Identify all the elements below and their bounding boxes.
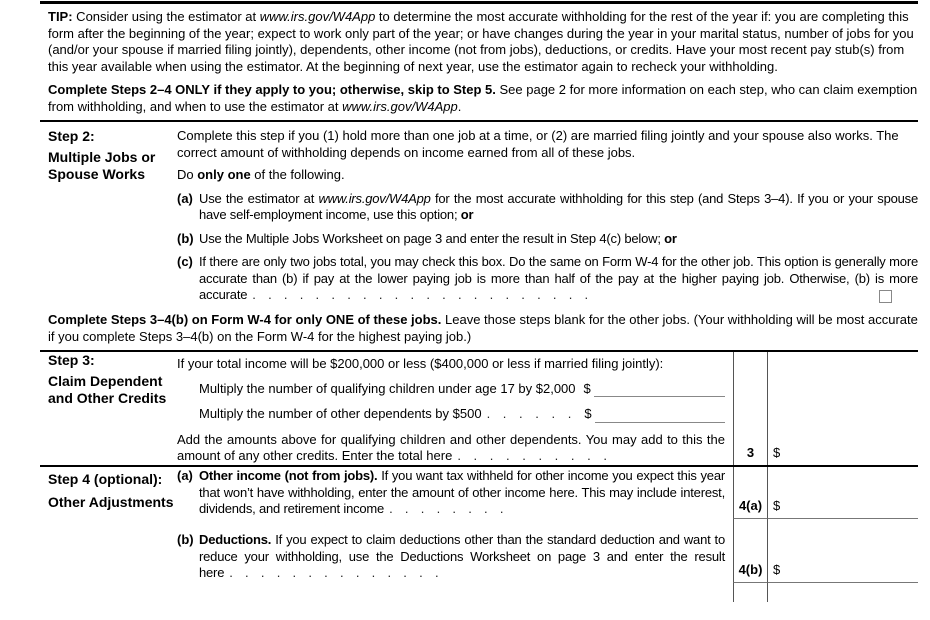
row-4a-amount-cell[interactable] (767, 467, 918, 519)
qualifying-children-line (177, 381, 725, 398)
step4-row (40, 467, 918, 602)
step2-label (40, 128, 177, 306)
step4-title: Step 4 (optional): (48, 471, 163, 487)
table-column-filler (733, 583, 767, 602)
item-c-text: If there are only two jobs total, you may check this box. Do the same on Form W-4 for the other job. This option is generally more accurate than (b) if pay at the lower paying job is more than half of the pay at the higher paying job. Otherwise, (b) is more accurate . . . . . . . . . . . . . . . . . . . . . . (199, 254, 918, 302)
step3-row (40, 352, 918, 467)
item-4b-text: Deductions. If you expect to claim deductions other than the standard deduction and want to reduce your withholding, use the Deductions Worksheet on page 3 and enter the result here . . . . . . . . . . . . . . (199, 532, 725, 580)
item-4b-marker: (b) (177, 532, 194, 547)
qualifying-children-text: Multiply the number of qualifying children under age 17 by $2,000 (199, 380, 576, 396)
row-4a-number: 4(a) (733, 467, 767, 519)
table-column-filler (767, 583, 918, 602)
step3-name: Claim Dependent and Other Credits (48, 373, 167, 406)
steps-3-4-table (40, 350, 918, 602)
step2-intro: Complete this step if you (1) hold more than one job at a time, or (2) are married filing jointly and your spouse also works. The correct amount of withholding depends on income earned from all of these jobs. (177, 128, 899, 160)
steps-2-4-instruction: Complete Steps 2–4 ONLY if they apply to you; otherwise, skip to Step 5. See page 2 for more information on each step, who can claim exemption from withholding, and when to use the estimator at www.irs.gov/W4App. (48, 82, 918, 114)
dollar-sign: $ (773, 561, 781, 577)
step4-label (40, 467, 177, 602)
step4a-body (177, 467, 733, 519)
step2-do-only: Do only one of the following. (177, 167, 345, 182)
step2-item-c (177, 254, 918, 304)
step2-name: Multiple Jobs or Spouse Works (48, 149, 156, 182)
dot-leader: . . . . . . . . . . . . . . (229, 565, 439, 580)
other-dependents-amount-field[interactable] (595, 409, 725, 423)
steps-3-4b-instruction: Complete Steps 3–4(b) on Form W-4 for only ONE of these jobs. Leave those steps blank for the other jobs. (Your withholding will be most accurate if you complete Steps 3–4(b) on the Form W-4 for the highest paying job.) (48, 312, 918, 344)
dollar-sign: $ (584, 406, 592, 421)
dollar-sign: $ (773, 497, 781, 513)
step3-label (40, 352, 177, 465)
step4-name: Other Adjustments (48, 494, 174, 510)
row-4b-number: 4(b) (733, 519, 767, 583)
step3-title: Step 3: (48, 352, 95, 368)
step4b-body (177, 519, 733, 583)
item-b-marker: (b) (177, 230, 194, 246)
step2-section (40, 122, 918, 306)
two-jobs-checkbox[interactable] (879, 290, 892, 303)
dollar-sign: $ (773, 444, 781, 460)
step3-line-number: 3 (733, 352, 767, 465)
dot-leader: . . . . . . . . . . . . . . . . . . . . . . (252, 287, 588, 302)
tip-paragraph: TIP: Consider using the estimator at www.irs.gov/W4App to determine the most accurate withholding for the rest of the year if: you are completing this form after the beginning of the year; expect to work only part of the year; or have changes during the year in your marital status, number of jobs for you (and/or your spouse if married filing jointly), dependents, other income (not from jobs), deductions, or credits. Have your most recent pay stub(s) from this year available when using the estimator. At the beginning of next year, use the estimator again to recheck your withholding. (48, 9, 914, 74)
step2-item-a (177, 191, 918, 224)
other-dependents-line (177, 406, 725, 423)
qualifying-children-amount-field[interactable] (594, 383, 725, 397)
step2-title: Step 2: (48, 128, 95, 144)
step4-item-a (177, 468, 725, 518)
item-4a-text: Other income (not from jobs). If you want tax withheld for other income you expect this year that won’t have withholding, enter the amount of other income here. This may include interest, dividends, and retirement income . . . . . . . . (199, 468, 725, 516)
dot-leader: . . . . . . . . (389, 501, 504, 516)
top-rule (40, 1, 918, 4)
dot-leader: . . . . . . . . . . (457, 448, 607, 463)
dollar-sign: $ (583, 380, 591, 396)
step3-body (177, 352, 733, 465)
item-b-text: Use the Multiple Jobs Worksheet on page 3 and enter the result in Step 4(c) below; or (199, 230, 677, 246)
step3-total-line: Add the amounts above for qualifying children and other dependents. You may add to this the amount of any other credits. Enter the total here . . . . . . . . . . (177, 431, 725, 463)
step2-body (177, 128, 918, 306)
item-4a-marker: (a) (177, 468, 193, 483)
item-a-text: Use the estimator at www.irs.gov/W4App for the most accurate withholding for this step (and Steps 3–4). If you or your spouse have self-employment income, use this option; or (199, 190, 918, 222)
dot-leader: . . . . . . (486, 406, 572, 421)
item-c-marker: (c) (177, 254, 193, 269)
step3-intro: If your total income will be $200,000 or less ($400,000 or less if married filing jointly): (177, 356, 664, 371)
step4-item-b (177, 532, 725, 582)
step3-amount-cell[interactable] (767, 352, 918, 465)
step2-item-b (177, 231, 918, 248)
item-a-marker: (a) (177, 190, 193, 206)
row-4b-amount-cell[interactable] (767, 519, 918, 583)
other-dependents-text: Multiply the number of other dependents by $500 (199, 406, 482, 421)
